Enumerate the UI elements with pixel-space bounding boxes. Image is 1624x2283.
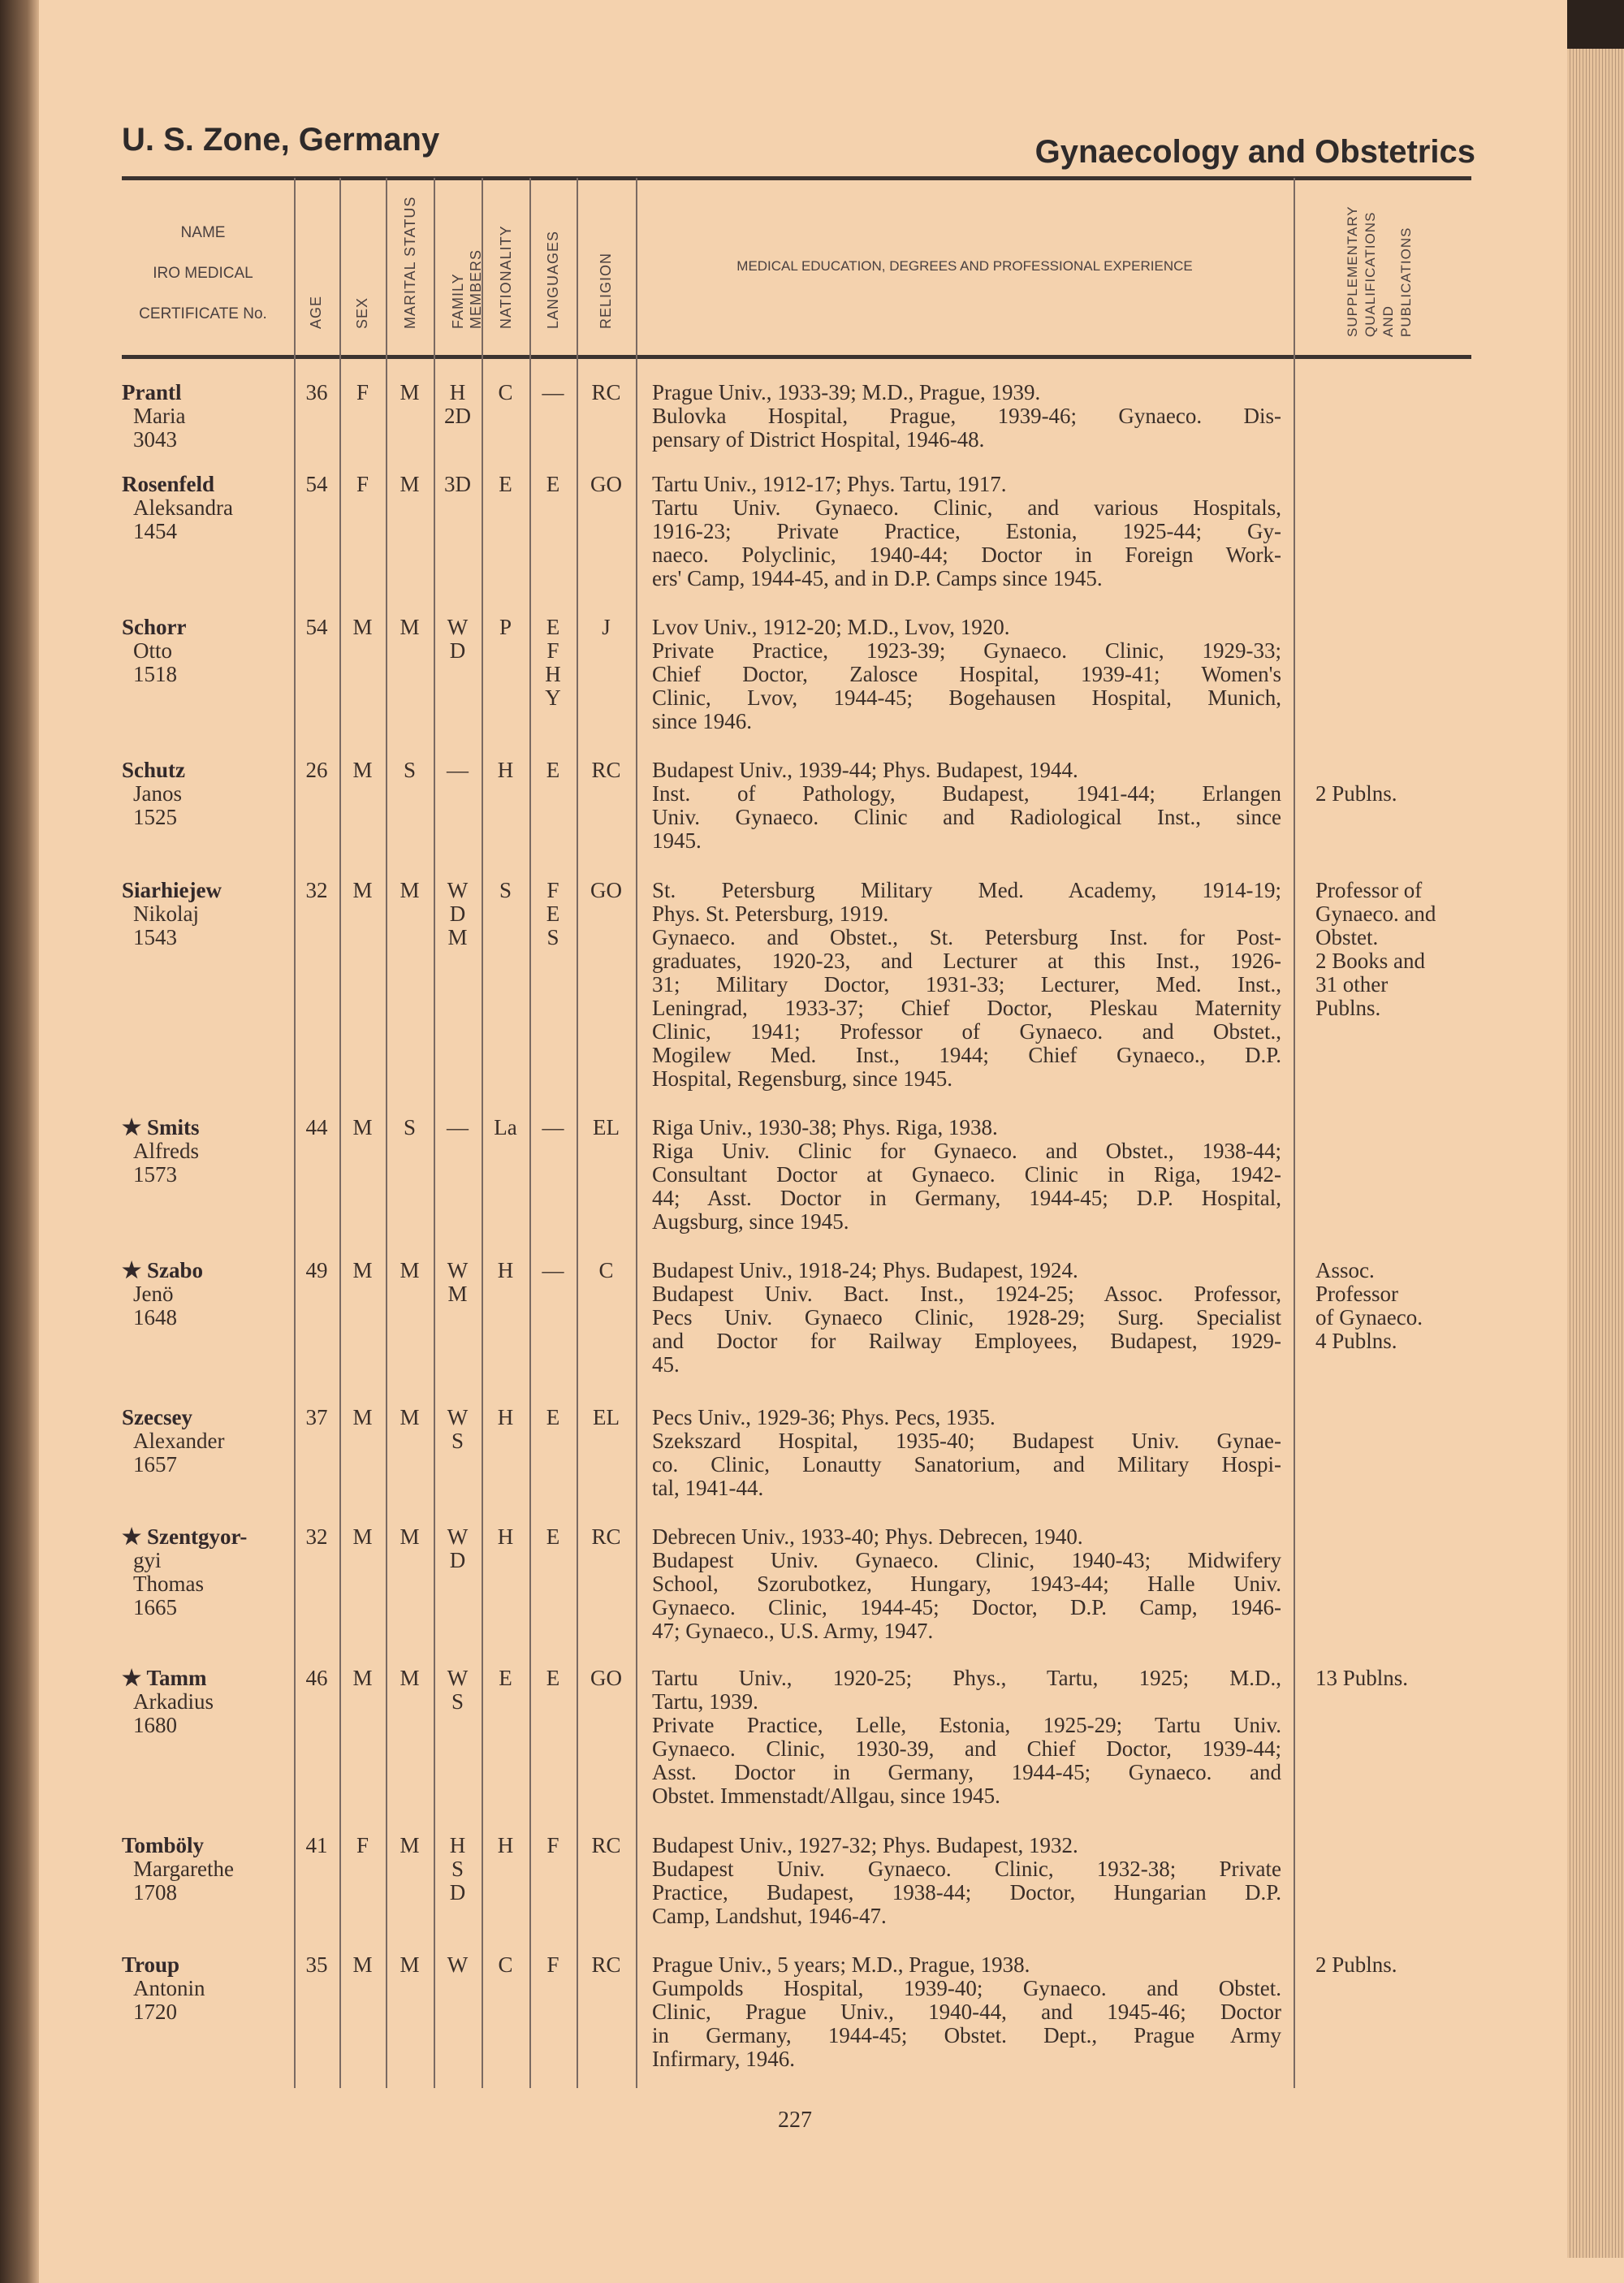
supplementary-line: 2 Books and bbox=[1315, 949, 1425, 973]
education-line: Inst. of Pathology, Budapest, 1941-44; Erlangen bbox=[652, 781, 1281, 806]
education-line: Tartu Univ., 1920-25; Phys., Tartu, 1925; M.D., bbox=[652, 1666, 1281, 1690]
header-marital-status: MARITAL STATUS bbox=[402, 196, 418, 329]
nationality-cell: H bbox=[497, 1405, 514, 1429]
education-text bbox=[652, 1525, 1281, 1643]
family-cell: M bbox=[447, 1282, 468, 1306]
sex-cell: M bbox=[352, 1115, 373, 1139]
education-line: Budapest Univ. Gynaeco. Clinic, 1940-43; Midwifery bbox=[652, 1548, 1281, 1572]
education-line: Tartu Univ. Gynaeco. Clinic, and various Hospitals, bbox=[652, 495, 1281, 520]
education-line: naeco. Polyclinic, 1940-44; Doctor in Foreign Work- bbox=[652, 543, 1281, 567]
languages-cell: E bbox=[546, 1405, 560, 1429]
education-line: Chief Doctor, Zalosce Hospital, 1939-41; Women's bbox=[652, 662, 1281, 686]
languages-cell: F bbox=[546, 878, 559, 902]
given-name-or-certificate: 1648 bbox=[133, 1305, 177, 1330]
given-name-or-certificate: Jenö bbox=[133, 1282, 174, 1306]
family-cell: 3D bbox=[444, 472, 471, 496]
family-cell: W bbox=[447, 1524, 469, 1549]
family-cell: — bbox=[447, 758, 469, 782]
age-cell: 26 bbox=[305, 758, 328, 782]
given-name-or-certificate: 1680 bbox=[133, 1713, 177, 1737]
age-cell: 54 bbox=[305, 472, 328, 496]
header-name-line: NAME bbox=[180, 224, 226, 241]
column-divider bbox=[1294, 178, 1295, 2088]
family-cell: D bbox=[449, 1880, 466, 1905]
marital-cell: S bbox=[403, 758, 417, 782]
religion-cell: RC bbox=[591, 1952, 621, 1977]
top-rule bbox=[122, 176, 1471, 180]
family-cell: D bbox=[449, 638, 466, 663]
religion-cell: J bbox=[602, 615, 611, 639]
header-supp-line: QUALIFICATIONS bbox=[1363, 211, 1378, 337]
education-line: Budapest Univ., 1927-32; Phys. Budapest, 1932. bbox=[652, 1833, 1078, 1857]
sex-cell: M bbox=[352, 1666, 373, 1690]
family-cell: H bbox=[449, 380, 466, 404]
marital-cell: M bbox=[400, 1666, 420, 1690]
education-line: in Germany, 1944-45; Obstet. Dept., Prague Army bbox=[652, 2023, 1281, 2047]
marital-cell: M bbox=[400, 1524, 420, 1549]
marital-cell: M bbox=[400, 615, 420, 639]
nationality-cell: E bbox=[499, 472, 512, 496]
header-supplementary bbox=[1344, 199, 1415, 337]
education-line: Asst. Doctor in Germany, 1944-45; Gynaeco. and bbox=[652, 1760, 1281, 1784]
surname: Szecsey bbox=[122, 1405, 192, 1429]
header-name bbox=[122, 213, 284, 335]
given-name-or-certificate: Nikolaj bbox=[133, 902, 199, 926]
languages-cell: F bbox=[546, 1833, 559, 1857]
education-line: Prague Univ., 5 years; M.D., Prague, 1938. bbox=[652, 1952, 1030, 1977]
book-spine bbox=[0, 0, 39, 2283]
age-cell: 36 bbox=[305, 380, 328, 404]
header-education: MEDICAL EDUCATION, DEGREES AND PROFESSIONAL EXPERIENCE bbox=[736, 258, 1193, 274]
supplementary-line: of Gynaeco. bbox=[1315, 1305, 1423, 1330]
religion-cell: EL bbox=[593, 1115, 620, 1139]
marital-cell: M bbox=[400, 472, 420, 496]
age-cell: 44 bbox=[305, 1115, 328, 1139]
supplementary-line: 2 Publns. bbox=[1315, 1952, 1397, 1977]
languages-cell: E bbox=[546, 902, 560, 926]
family-cell: W bbox=[447, 1405, 469, 1429]
family-cell: S bbox=[451, 1689, 464, 1714]
supplementary-line: Professor of bbox=[1315, 878, 1423, 902]
given-name-or-certificate: 1657 bbox=[133, 1452, 177, 1477]
supplementary-line: 31 other bbox=[1315, 972, 1389, 997]
education-text bbox=[652, 616, 1281, 733]
family-cell: W bbox=[447, 1666, 469, 1690]
marital-cell: M bbox=[400, 380, 420, 404]
supplementary-text bbox=[1315, 1259, 1478, 1353]
supplementary-line: Gynaeco. and bbox=[1315, 902, 1436, 926]
age-cell: 49 bbox=[305, 1258, 328, 1282]
religion-cell: RC bbox=[591, 380, 621, 404]
surname: Siarhiejew bbox=[122, 878, 222, 902]
education-text bbox=[652, 473, 1281, 590]
given-name-or-certificate: Alexander bbox=[133, 1429, 225, 1453]
education-line: Pecs Univ. Gynaeco Clinic, 1928-29; Surg. Specialist bbox=[652, 1305, 1281, 1330]
given-name-or-certificate: gyi bbox=[133, 1548, 162, 1572]
supplementary-line: 13 Publns. bbox=[1315, 1666, 1409, 1690]
education-line: Infirmary, 1946. bbox=[652, 2047, 795, 2071]
education-line: tal, 1941-44. bbox=[652, 1476, 764, 1500]
age-cell: 46 bbox=[305, 1666, 328, 1690]
education-line: Riga Univ., 1930-38; Phys. Riga, 1938. bbox=[652, 1115, 998, 1139]
given-name-or-certificate: 1720 bbox=[133, 2000, 177, 2024]
page-number: 227 bbox=[778, 2108, 812, 2133]
education-line: co. Clinic, Lonautty Sanatorium, and Military Hospi- bbox=[652, 1452, 1281, 1477]
page-edges bbox=[1567, 49, 1624, 2258]
marital-cell: M bbox=[400, 1833, 420, 1857]
sex-cell: M bbox=[352, 615, 373, 639]
sex-cell: M bbox=[352, 1405, 373, 1429]
education-text bbox=[652, 1953, 1281, 2071]
nationality-cell: H bbox=[497, 1258, 514, 1282]
header-languages: LANGUAGES bbox=[545, 230, 561, 329]
nationality-cell: C bbox=[498, 1952, 513, 1977]
education-text bbox=[652, 879, 1281, 1091]
supplementary-line: 2 Publns. bbox=[1315, 781, 1397, 806]
sex-cell: M bbox=[352, 758, 373, 782]
education-line: Private Practice, Lelle, Estonia, 1925-29; Tartu Univ. bbox=[652, 1713, 1281, 1737]
supplementary-line: Publns. bbox=[1315, 996, 1381, 1020]
education-line: 31; Military Doctor, 1931-33; Lecturer, Med. Inst., bbox=[652, 972, 1281, 997]
religion-cell: RC bbox=[591, 1524, 621, 1549]
nationality-cell: H bbox=[497, 758, 514, 782]
given-name-or-certificate: 1525 bbox=[133, 805, 177, 829]
supplementary-text bbox=[1315, 879, 1478, 1020]
education-line: Budapest Univ. Bact. Inst., 1924-25; Assoc. Professor, bbox=[652, 1282, 1281, 1306]
supplementary-line: 4 Publns. bbox=[1315, 1329, 1397, 1353]
education-line: Camp, Landshut, 1946-47. bbox=[652, 1904, 887, 1928]
languages-cell: — bbox=[542, 380, 564, 404]
header-rule bbox=[122, 355, 1471, 359]
education-line: Gumpolds Hospital, 1939-40; Gynaeco. and Obstet. bbox=[652, 1976, 1281, 2000]
family-cell: D bbox=[449, 902, 466, 926]
given-name-or-certificate: 1518 bbox=[133, 662, 177, 686]
supplementary-text bbox=[1315, 1667, 1478, 1690]
given-name-or-certificate: Janos bbox=[133, 781, 182, 806]
age-cell: 35 bbox=[305, 1952, 328, 1977]
header-age: AGE bbox=[308, 295, 324, 329]
education-line: ers' Camp, 1944-45, and in D.P. Camps since 1945. bbox=[652, 566, 1103, 590]
age-cell: 41 bbox=[305, 1833, 328, 1857]
family-cell: D bbox=[449, 1548, 466, 1572]
religion-cell: C bbox=[598, 1258, 614, 1282]
header-name-line: IRO MEDICAL bbox=[153, 265, 253, 282]
education-line: Leningrad, 1933-37; Chief Doctor, Pleskau Maternity bbox=[652, 996, 1281, 1020]
given-name-or-certificate: Arkadius bbox=[133, 1689, 214, 1714]
education-line: graduates, 1920-23, and Lecturer at this Inst., 1926- bbox=[652, 949, 1281, 973]
nationality-cell: H bbox=[497, 1524, 514, 1549]
education-line: 47; Gynaeco., U.S. Army, 1947. bbox=[652, 1619, 934, 1643]
education-line: Phys. St. Petersburg, 1919. bbox=[652, 902, 889, 926]
column-divider bbox=[636, 178, 637, 2088]
header-supp-line: SUPPLEMENTARY bbox=[1345, 205, 1360, 337]
header-nationality: NATIONALITY bbox=[498, 225, 514, 329]
religion-cell: RC bbox=[591, 758, 621, 782]
education-line: Mogilew Med. Inst., 1944; Chief Gynaeco., D.P. bbox=[652, 1043, 1281, 1067]
education-line: Budapest Univ., 1939-44; Phys. Budapest, 1944. bbox=[652, 758, 1078, 782]
supplementary-line: Assoc. bbox=[1315, 1258, 1375, 1282]
given-name-or-certificate: Antonin bbox=[133, 1976, 205, 2000]
education-line: 1916-23; Private Practice, Estonia, 1925-44; Gy- bbox=[652, 519, 1281, 543]
education-line: Gynaeco. Clinic, 1930-39, and Chief Doctor, 1939-44; bbox=[652, 1736, 1281, 1761]
given-name-or-certificate: Margarethe bbox=[133, 1857, 234, 1881]
languages-cell: E bbox=[546, 1666, 560, 1690]
family-cell: M bbox=[447, 925, 468, 949]
sex-cell: F bbox=[356, 380, 369, 404]
education-line: Gynaeco. Clinic, 1944-45; Doctor, D.P. Camp, 1946- bbox=[652, 1595, 1281, 1619]
education-line: Augsburg, since 1945. bbox=[652, 1209, 849, 1234]
family-cell: — bbox=[447, 1115, 469, 1139]
languages-cell: — bbox=[542, 1115, 564, 1139]
education-text bbox=[652, 1259, 1281, 1377]
languages-cell: — bbox=[542, 1258, 564, 1282]
family-cell: W bbox=[447, 615, 469, 639]
education-line: Budapest Univ., 1918-24; Phys. Budapest, 1924. bbox=[652, 1258, 1078, 1282]
education-line: St. Petersburg Military Med. Academy, 1914-19; bbox=[652, 878, 1281, 902]
sex-cell: F bbox=[356, 472, 369, 496]
sex-cell: M bbox=[352, 1258, 373, 1282]
religion-cell: GO bbox=[590, 472, 622, 496]
header-religion: RELIGION bbox=[598, 252, 614, 329]
education-line: 45. bbox=[652, 1352, 680, 1377]
education-line: Consultant Doctor at Gynaeco. Clinic in Riga, 1942- bbox=[652, 1162, 1281, 1187]
supplementary-text bbox=[1315, 1953, 1478, 1977]
surname: ★ Tamm bbox=[122, 1666, 207, 1690]
surname: Schorr bbox=[122, 615, 187, 639]
header-family-members: FAMILY MEMBERS bbox=[450, 249, 484, 329]
surname: Troup bbox=[122, 1952, 180, 1977]
education-line: Lvov Univ., 1912-20; M.D., Lvov, 1920. bbox=[652, 615, 1010, 639]
nationality-cell: S bbox=[499, 878, 512, 902]
education-line: 44; Asst. Doctor in Germany, 1944-45; D.P. Hospital, bbox=[652, 1186, 1281, 1210]
marital-cell: M bbox=[400, 878, 420, 902]
given-name-or-certificate: Thomas bbox=[133, 1572, 204, 1596]
supplementary-line bbox=[1315, 759, 1478, 782]
languages-cell: Y bbox=[545, 685, 561, 710]
marital-cell: M bbox=[400, 1952, 420, 1977]
age-cell: 54 bbox=[305, 615, 328, 639]
religion-cell: RC bbox=[591, 1833, 621, 1857]
sex-cell: M bbox=[352, 1524, 373, 1549]
education-text bbox=[652, 1667, 1281, 1808]
education-line: Clinic, Prague Univ., 1940-44, and 1945-46; Doctor bbox=[652, 2000, 1281, 2024]
education-text bbox=[652, 381, 1281, 452]
supplementary-line: Obstet. bbox=[1315, 925, 1379, 949]
languages-cell: E bbox=[546, 615, 560, 639]
education-line: School, Szorubotkez, Hungary, 1943-44; Halle Univ. bbox=[652, 1572, 1281, 1596]
education-text bbox=[652, 1406, 1281, 1500]
given-name-or-certificate: 1708 bbox=[133, 1880, 177, 1905]
education-line: Private Practice, 1923-39; Gynaeco. Clinic, 1929-33; bbox=[652, 638, 1281, 663]
education-line: Practice, Budapest, 1938-44; Doctor, Hungarian D.P. bbox=[652, 1880, 1281, 1905]
education-line: since 1946. bbox=[652, 709, 752, 733]
marital-cell: M bbox=[400, 1405, 420, 1429]
religion-cell: GO bbox=[590, 878, 622, 902]
education-line: Debrecen Univ., 1933-40; Phys. Debrecen, 1940. bbox=[652, 1524, 1083, 1549]
family-cell: W bbox=[447, 1258, 469, 1282]
nationality-cell: P bbox=[499, 615, 512, 639]
languages-cell: E bbox=[546, 1524, 560, 1549]
marital-cell: M bbox=[400, 1258, 420, 1282]
sex-cell: F bbox=[356, 1833, 369, 1857]
education-line: Prague Univ., 1933-39; M.D., Prague, 1939. bbox=[652, 380, 1041, 404]
given-name-or-certificate: 1573 bbox=[133, 1162, 177, 1187]
education-line: pensary of District Hospital, 1946-48. bbox=[652, 427, 985, 452]
education-line: Tartu, 1939. bbox=[652, 1689, 758, 1714]
education-line: Budapest Univ. Gynaeco. Clinic, 1932-38; Private bbox=[652, 1857, 1281, 1881]
family-cell: S bbox=[451, 1429, 464, 1453]
surname: ★ Smits bbox=[122, 1115, 200, 1139]
surname: Prantl bbox=[122, 380, 182, 404]
education-line: Pecs Univ., 1929-36; Phys. Pecs, 1935. bbox=[652, 1405, 996, 1429]
header-sex: SEX bbox=[354, 296, 370, 329]
age-cell: 32 bbox=[305, 1524, 328, 1549]
education-line: Szekszard Hospital, 1935-40; Budapest Univ. Gynae- bbox=[652, 1429, 1281, 1453]
family-cell: W bbox=[447, 878, 469, 902]
languages-cell: S bbox=[546, 925, 559, 949]
surname: Schutz bbox=[122, 758, 186, 782]
running-head-left: U. S. Zone, Germany bbox=[122, 122, 440, 158]
supplementary-line: Professor bbox=[1315, 1282, 1398, 1306]
family-cell: H bbox=[449, 1833, 466, 1857]
nationality-cell: La bbox=[494, 1115, 517, 1139]
given-name-or-certificate: Maria bbox=[133, 404, 186, 428]
education-text bbox=[652, 1834, 1281, 1928]
education-line: Riga Univ. Clinic for Gynaeco. and Obstet., 1938-44; bbox=[652, 1139, 1281, 1163]
education-line: Tartu Univ., 1912-17; Phys. Tartu, 1917. bbox=[652, 472, 1007, 496]
family-cell: S bbox=[451, 1857, 464, 1881]
given-name-or-certificate: Alfreds bbox=[133, 1139, 199, 1163]
marital-cell: S bbox=[403, 1115, 417, 1139]
education-text bbox=[652, 1116, 1281, 1234]
header-supp-line: AND PUBLICATIONS bbox=[1380, 227, 1414, 337]
age-cell: 37 bbox=[305, 1405, 328, 1429]
given-name-or-certificate: Otto bbox=[133, 638, 173, 663]
religion-cell: EL bbox=[593, 1405, 620, 1429]
education-line: Obstet. Immenstadt/Allgau, since 1945. bbox=[652, 1784, 1000, 1808]
background-edge bbox=[1567, 0, 1624, 49]
running-head-right: Gynaecology and Obstetrics bbox=[1034, 134, 1475, 170]
family-cell: 2D bbox=[444, 404, 471, 428]
nationality-cell: H bbox=[497, 1833, 514, 1857]
given-name-or-certificate: 1454 bbox=[133, 519, 177, 543]
languages-cell: E bbox=[546, 472, 560, 496]
nationality-cell: E bbox=[499, 1666, 512, 1690]
given-name-or-certificate: Aleksandra bbox=[133, 495, 233, 520]
surname: ★ Szentgyor- bbox=[122, 1524, 248, 1549]
education-line: Univ. Gynaeco. Clinic and Radiological Inst., since bbox=[652, 805, 1281, 829]
header-name-line: CERTIFICATE No. bbox=[139, 305, 267, 322]
religion-cell: GO bbox=[590, 1666, 622, 1690]
languages-cell: H bbox=[545, 662, 561, 686]
education-line: Clinic, 1941; Professor of Gynaeco. and Obstet., bbox=[652, 1019, 1281, 1044]
education-line: 1945. bbox=[652, 828, 702, 853]
supplementary-text bbox=[1315, 759, 1478, 806]
given-name-or-certificate: 1543 bbox=[133, 925, 177, 949]
education-line: and Doctor for Railway Employees, Budapest, 1929- bbox=[652, 1329, 1281, 1353]
age-cell: 32 bbox=[305, 878, 328, 902]
languages-cell: E bbox=[546, 758, 560, 782]
family-cell: W bbox=[447, 1952, 469, 1977]
given-name-or-certificate: 1665 bbox=[133, 1595, 177, 1619]
education-text bbox=[652, 759, 1281, 853]
education-line: Clinic, Lvov, 1944-45; Bogehausen Hospital, Munich, bbox=[652, 685, 1281, 710]
education-line: Gynaeco. and Obstet., St. Petersburg Inst. for Post- bbox=[652, 925, 1281, 949]
given-name-or-certificate: 3043 bbox=[133, 427, 177, 452]
education-line: Bulovka Hospital, Prague, 1939-46; Gynaeco. Dis- bbox=[652, 404, 1281, 428]
sex-cell: M bbox=[352, 1952, 373, 1977]
languages-cell: F bbox=[546, 638, 559, 663]
surname: Rosenfeld bbox=[122, 472, 214, 496]
nationality-cell: C bbox=[498, 380, 513, 404]
sex-cell: M bbox=[352, 878, 373, 902]
languages-cell: F bbox=[546, 1952, 559, 1977]
surname: ★ Szabo bbox=[122, 1258, 203, 1282]
surname: Tomböly bbox=[122, 1833, 205, 1857]
education-line: Hospital, Regensburg, since 1945. bbox=[652, 1066, 952, 1091]
